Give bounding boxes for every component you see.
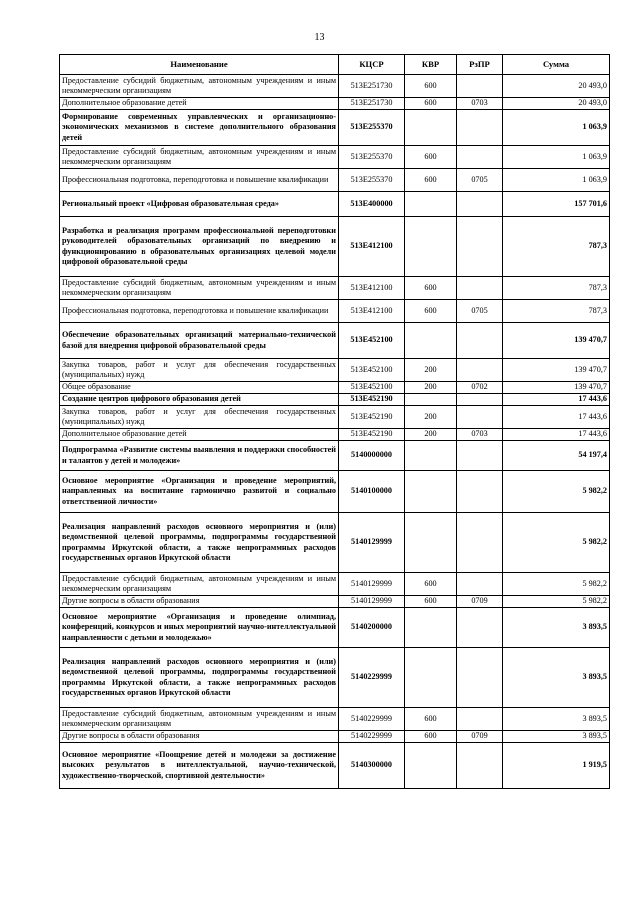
- cell-code: 513E255370: [339, 146, 405, 169]
- cell-rzpr: 0709: [457, 596, 503, 608]
- cell-kvr: [405, 743, 457, 789]
- table-row: [60, 110, 610, 146]
- cell-kvr: [405, 394, 457, 406]
- cell-amount: 787,3: [503, 300, 610, 323]
- cell-code: 513E400000: [339, 192, 405, 217]
- table-row: [60, 382, 610, 394]
- cell-rzpr: [457, 608, 503, 648]
- cell-rzpr: [457, 513, 503, 573]
- cell-code: 513E255370: [339, 110, 405, 146]
- cell-name: Предоставление субсидий бюджетным, автономным учреждениям и иным некоммерческим организациям: [60, 75, 339, 98]
- cell-code: 5140129999: [339, 596, 405, 608]
- cell-code: 513E251730: [339, 98, 405, 110]
- cell-rzpr: [457, 441, 503, 471]
- cell-code: 5140229999: [339, 731, 405, 743]
- header-rzpr: РзПР: [457, 55, 503, 75]
- cell-amount: 17 443,6: [503, 429, 610, 441]
- cell-kvr: 200: [405, 429, 457, 441]
- cell-name: Обеспечение образовательных организаций материально-технической базой для внедрения цифровой образовательной среды: [60, 323, 339, 359]
- cell-kvr: 600: [405, 596, 457, 608]
- table-row: [60, 441, 610, 471]
- cell-amount: 1 063,9: [503, 146, 610, 169]
- cell-code: 513E452100: [339, 382, 405, 394]
- cell-code: 513E452190: [339, 406, 405, 429]
- cell-code: 5140129999: [339, 513, 405, 573]
- header-code: КЦСР: [339, 55, 405, 75]
- cell-amount: 3 893,5: [503, 608, 610, 648]
- table-row: [60, 573, 610, 596]
- cell-name: Другие вопросы в области образования: [60, 596, 339, 608]
- table-row: [60, 731, 610, 743]
- page-number: 13: [314, 32, 325, 43]
- table-row: [60, 277, 610, 300]
- header-name: Наименование: [60, 55, 339, 75]
- cell-code: 513E452100: [339, 323, 405, 359]
- cell-rzpr: [457, 743, 503, 789]
- table-row: [60, 513, 610, 573]
- cell-code: 513E251730: [339, 75, 405, 98]
- cell-amount: 17 443,6: [503, 394, 610, 406]
- table-row: [60, 608, 610, 648]
- table-row: [60, 596, 610, 608]
- cell-rzpr: [457, 217, 503, 277]
- cell-code: 5140229999: [339, 708, 405, 731]
- table-row: [60, 743, 610, 789]
- table-header-row: [60, 55, 610, 75]
- cell-name: Подпрограмма «Развитие системы выявления и поддержки способностей и талантов у детей и молодежи»: [60, 441, 339, 471]
- cell-rzpr: [457, 277, 503, 300]
- cell-amount: 1 063,9: [503, 169, 610, 192]
- cell-amount: 5 982,2: [503, 596, 610, 608]
- cell-kvr: 600: [405, 300, 457, 323]
- cell-code: 513E452100: [339, 359, 405, 382]
- cell-kvr: 600: [405, 573, 457, 596]
- cell-name: Реализация направлений расходов основного мероприятия и (или) ведомственной целевой программы, подпрограммы государственной программы Иркутской области, а также непрограммных расходов государственных органов Иркутской области: [60, 648, 339, 708]
- cell-rzpr: 0703: [457, 429, 503, 441]
- cell-name: Предоставление субсидий бюджетным, автономным учреждениям и иным некоммерческим организациям: [60, 277, 339, 300]
- cell-amount: 20 493,0: [503, 98, 610, 110]
- cell-name: Создание центров цифрового образования детей: [60, 394, 339, 406]
- cell-kvr: [405, 471, 457, 513]
- cell-amount: 157 701,6: [503, 192, 610, 217]
- cell-rzpr: 0702: [457, 382, 503, 394]
- cell-code: 5140000000: [339, 441, 405, 471]
- table-row: [60, 359, 610, 382]
- cell-rzpr: [457, 708, 503, 731]
- table-row: [60, 394, 610, 406]
- table-row: [60, 406, 610, 429]
- cell-amount: 3 893,5: [503, 648, 610, 708]
- cell-kvr: 200: [405, 359, 457, 382]
- budget-table: [59, 54, 610, 789]
- cell-kvr: 600: [405, 277, 457, 300]
- cell-code: 5140200000: [339, 608, 405, 648]
- cell-code: 513E452190: [339, 429, 405, 441]
- cell-name: Дополнительное образование детей: [60, 98, 339, 110]
- cell-amount: 5 982,2: [503, 513, 610, 573]
- cell-name: Формирование современных управленческих и организационно-экономических механизмов в системе дополнительного образования детей: [60, 110, 339, 146]
- cell-code: 5140129999: [339, 573, 405, 596]
- cell-kvr: 600: [405, 75, 457, 98]
- cell-code: 513E412100: [339, 277, 405, 300]
- cell-amount: 5 982,2: [503, 573, 610, 596]
- cell-kvr: 600: [405, 98, 457, 110]
- cell-code: 5140300000: [339, 743, 405, 789]
- cell-rzpr: [457, 75, 503, 98]
- cell-rzpr: [457, 146, 503, 169]
- cell-rzpr: [457, 110, 503, 146]
- table-row: [60, 192, 610, 217]
- cell-kvr: [405, 513, 457, 573]
- cell-name: Другие вопросы в области образования: [60, 731, 339, 743]
- cell-name: Предоставление субсидий бюджетным, автономным учреждениям и иным некоммерческим организациям: [60, 708, 339, 731]
- cell-code: 513E412100: [339, 217, 405, 277]
- cell-amount: 54 197,4: [503, 441, 610, 471]
- cell-name: Профессиональная подготовка, переподготовка и повышение квалификации: [60, 169, 339, 192]
- table-row: [60, 648, 610, 708]
- table-row: [60, 169, 610, 192]
- table-row: [60, 146, 610, 169]
- cell-rzpr: [457, 573, 503, 596]
- cell-name: Закупка товаров, работ и услуг для обеспечения государственных (муниципальных) нужд: [60, 359, 339, 382]
- cell-rzpr: [457, 471, 503, 513]
- cell-amount: 1 919,5: [503, 743, 610, 789]
- cell-amount: 3 893,5: [503, 708, 610, 731]
- cell-amount: 5 982,2: [503, 471, 610, 513]
- cell-amount: 1 063,9: [503, 110, 610, 146]
- cell-rzpr: [457, 359, 503, 382]
- cell-kvr: 600: [405, 731, 457, 743]
- cell-kvr: 600: [405, 146, 457, 169]
- cell-name: Предоставление субсидий бюджетным, автономным учреждениям и иным некоммерческим организациям: [60, 146, 339, 169]
- cell-code: 513E452190: [339, 394, 405, 406]
- cell-name: Разработка и реализация программ профессиональной переподготовки руководителей образовательных организаций по внедрению и функционированию в образовательных организациях целевой модели цифровой образовательной среды: [60, 217, 339, 277]
- cell-amount: 139 470,7: [503, 382, 610, 394]
- cell-rzpr: [457, 648, 503, 708]
- cell-rzpr: 0705: [457, 300, 503, 323]
- cell-amount: 787,3: [503, 217, 610, 277]
- cell-kvr: [405, 441, 457, 471]
- cell-code: 513E255370: [339, 169, 405, 192]
- cell-name: Региональный проект «Цифровая образовательная среда»: [60, 192, 339, 217]
- cell-rzpr: 0709: [457, 731, 503, 743]
- cell-name: Основное мероприятие «Организация и проведение мероприятий, направленных на воспитание гармонично развитой и социально ответственной личности»: [60, 471, 339, 513]
- cell-kvr: 200: [405, 382, 457, 394]
- table-row: [60, 429, 610, 441]
- table-row: [60, 300, 610, 323]
- cell-kvr: [405, 110, 457, 146]
- cell-amount: 787,3: [503, 277, 610, 300]
- table-row: [60, 217, 610, 277]
- cell-kvr: [405, 323, 457, 359]
- cell-name: Основное мероприятие «Организация и проведение олимпиад, конференций, конкурсов и иных мероприятий научно-интеллектуальной направленности с детьми и молодежью»: [60, 608, 339, 648]
- cell-kvr: [405, 217, 457, 277]
- cell-name: Дополнительное образование детей: [60, 429, 339, 441]
- cell-kvr: [405, 648, 457, 708]
- table-row: [60, 98, 610, 110]
- cell-rzpr: [457, 406, 503, 429]
- cell-rzpr: [457, 192, 503, 217]
- cell-kvr: 600: [405, 169, 457, 192]
- cell-name: Основное мероприятие «Поощрение детей и молодежи за достижение высоких результатов в интеллектуальной, научно-технической, художественно-творческой, спортивной деятельности»: [60, 743, 339, 789]
- header-amount: Сумма: [503, 55, 610, 75]
- table-row: [60, 471, 610, 513]
- cell-code: 5140229999: [339, 648, 405, 708]
- cell-kvr: [405, 608, 457, 648]
- cell-amount: 139 470,7: [503, 359, 610, 382]
- cell-kvr: [405, 192, 457, 217]
- cell-rzpr: 0703: [457, 98, 503, 110]
- cell-rzpr: 0705: [457, 169, 503, 192]
- cell-code: 5140100000: [339, 471, 405, 513]
- cell-amount: 3 893,5: [503, 731, 610, 743]
- table-row: [60, 75, 610, 98]
- cell-name: Реализация направлений расходов основного мероприятия и (или) ведомственной целевой программы, подпрограммы государственной программы Иркутской области, а также непрограммных расходов государственных органов Иркутской области: [60, 513, 339, 573]
- header-kvr: КВР: [405, 55, 457, 75]
- table-row: [60, 708, 610, 731]
- cell-code: 513E412100: [339, 300, 405, 323]
- cell-amount: 17 443,6: [503, 406, 610, 429]
- cell-rzpr: [457, 323, 503, 359]
- cell-amount: 139 470,7: [503, 323, 610, 359]
- cell-amount: 20 493,0: [503, 75, 610, 98]
- cell-name: Профессиональная подготовка, переподготовка и повышение квалификации: [60, 300, 339, 323]
- cell-kvr: 200: [405, 406, 457, 429]
- cell-name: Общее образование: [60, 382, 339, 394]
- cell-name: Предоставление субсидий бюджетным, автономным учреждениям и иным некоммерческим организациям: [60, 573, 339, 596]
- cell-name: Закупка товаров, работ и услуг для обеспечения государственных (муниципальных) нужд: [60, 406, 339, 429]
- table-row: [60, 323, 610, 359]
- cell-kvr: 600: [405, 708, 457, 731]
- cell-rzpr: [457, 394, 503, 406]
